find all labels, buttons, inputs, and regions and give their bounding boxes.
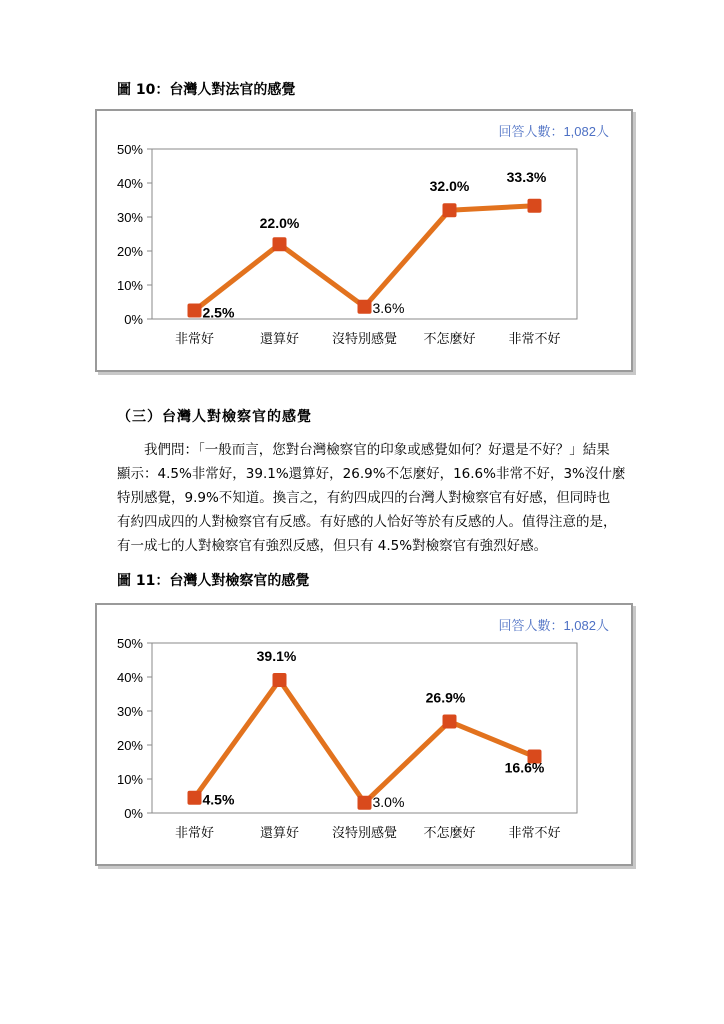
data-point-marker xyxy=(188,791,202,805)
y-tick-label: 50% xyxy=(116,142,143,157)
figure-10-title: 圖 10：台灣人對法官的感覺 xyxy=(117,82,296,98)
chart-figure-10 xyxy=(95,109,633,372)
plot-area xyxy=(152,643,577,813)
y-tick-label: 10% xyxy=(116,772,143,787)
respondent-count-note: 回答人數：1,082人 xyxy=(498,124,609,139)
body-line: 特別感覺，9.9%不知道。換言之，有約四成四的台灣人對檢察官有好感，但同時也 xyxy=(117,490,611,506)
body-line: 我們問：「一般而言，您對台灣檢察官的印象或感覺如何？好還是不好？」結果 xyxy=(144,442,610,458)
section-heading: （三）台灣人對檢察官的感覺 xyxy=(117,409,312,425)
body-line: 有約四成四的人對檢察官有反感。有好感的人恰好等於有反感的人。值得注意的是， xyxy=(117,514,617,530)
line-chart-judges xyxy=(97,111,631,370)
body-paragraph xyxy=(117,438,637,558)
x-category-label: 還算好 xyxy=(259,331,300,346)
x-category-label: 沒特別感覺 xyxy=(331,825,398,840)
chart-figure-11 xyxy=(95,603,633,866)
data-label: 39.1% xyxy=(256,648,297,665)
body-line: 顯示：4.5%非常好，39.1%還算好，26.9%不怎麼好，16.6%非常不好，3%沒什麼 xyxy=(117,466,626,482)
data-label: 4.5% xyxy=(202,791,235,808)
data-point-marker xyxy=(443,203,457,217)
respondent-count-note: 回答人數：1,082人 xyxy=(498,618,609,633)
data-point-marker xyxy=(273,673,287,687)
data-point-marker xyxy=(188,304,202,318)
data-label: 22.0% xyxy=(259,215,300,232)
x-category-label: 沒特別感覺 xyxy=(331,331,398,346)
x-category-label: 非常不好 xyxy=(508,331,561,346)
x-category-label: 還算好 xyxy=(259,825,300,840)
body-line: 有一成七的人對檢察官有強烈反感，但只有 4.5%對檢察官有強烈好感。 xyxy=(117,538,548,554)
line-chart-prosecutors xyxy=(97,605,631,864)
series-line xyxy=(195,206,535,311)
y-tick-label: 0% xyxy=(124,806,143,821)
x-category-label: 不怎麼好 xyxy=(423,825,476,840)
x-category-label: 非常好 xyxy=(174,331,215,346)
y-tick-label: 40% xyxy=(116,670,143,685)
data-label: 2.5% xyxy=(202,304,235,321)
y-tick-label: 10% xyxy=(116,278,143,293)
y-tick-label: 40% xyxy=(116,176,143,191)
y-tick-label: 30% xyxy=(116,704,143,719)
data-point-marker xyxy=(443,715,457,729)
data-point-marker xyxy=(358,796,372,810)
x-category-label: 非常不好 xyxy=(508,825,561,840)
data-point-marker xyxy=(528,199,542,213)
figure-11-title: 圖 11：台灣人對檢察官的感覺 xyxy=(117,573,310,589)
data-label: 3.0% xyxy=(372,793,405,810)
data-point-marker xyxy=(273,237,287,251)
y-tick-label: 50% xyxy=(116,636,143,651)
y-tick-label: 30% xyxy=(116,210,143,225)
data-label: 16.6% xyxy=(504,759,545,776)
data-label: 32.0% xyxy=(429,178,470,195)
data-label: 26.9% xyxy=(425,689,466,706)
data-label: 33.3% xyxy=(506,168,547,185)
y-tick-label: 20% xyxy=(116,738,143,753)
x-category-label: 非常好 xyxy=(174,825,215,840)
data-label: 3.6% xyxy=(372,299,405,316)
data-point-marker xyxy=(358,300,372,314)
series-line xyxy=(195,680,535,803)
x-category-label: 不怎麼好 xyxy=(423,331,476,346)
y-tick-label: 20% xyxy=(116,244,143,259)
y-tick-label: 0% xyxy=(124,312,143,327)
